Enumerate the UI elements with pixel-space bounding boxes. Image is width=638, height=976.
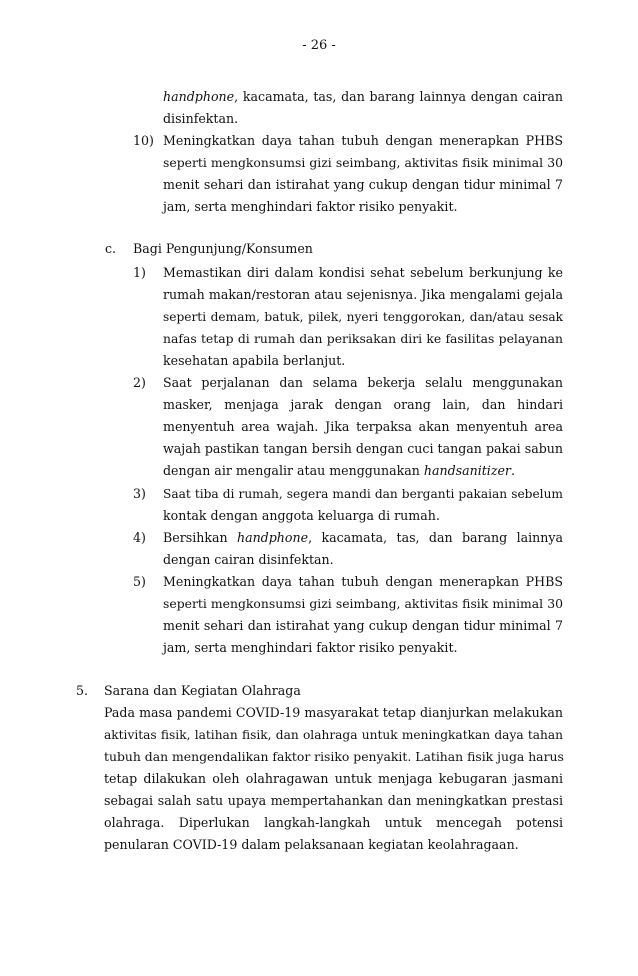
- handphone-term: handphone: [163, 89, 235, 104]
- item-4-line: Bersihkan handphone, kacamata, tas, dan barang lainnya: [163, 530, 564, 545]
- item-5-line: Meningkatkan daya tahan tubuh dengan menerapkan PHBS: [163, 574, 563, 589]
- item-1-line: seperti demam, batuk, pilek, nyeri tenggorokan, dan/atau sesak: [163, 310, 563, 324]
- section-5-line: tubuh dan mengendalikan faktor risiko penyakit. Latihan fisik juga harus: [104, 749, 564, 764]
- section-5-line: penularan COVID-19 dalam pelaksanaan kegiatan keolahragaan.: [104, 837, 519, 852]
- handphone-term: handphone: [236, 530, 309, 545]
- section-5-title: Sarana dan Kegiatan Olahraga: [104, 683, 301, 698]
- section-5-marker: 5.: [76, 683, 89, 698]
- item-1-line: rumah makan/restoran atau sejenisnya. Jika mengalami gejala: [163, 287, 563, 302]
- section-5-line: aktivitas fisik, latihan fisik, dan olahraga untuk meningkatkan daya tahan: [104, 728, 563, 742]
- item-1-line: nafas tetap di rumah dan periksakan diri ke fasilitas pelayanan: [163, 331, 563, 346]
- item-10-line: Meningkatkan daya tahan tubuh dengan menerapkan PHBS: [163, 133, 563, 148]
- item-10-line: seperti mengkonsumsi gizi seimbang, aktivitas fisik minimal 30: [163, 155, 563, 170]
- item-5-line: menit sehari dan istirahat yang cukup dengan tidur minimal 7: [163, 618, 563, 633]
- section-5-line: sebagai salah satu upaya mempertahankan dan meningkatkan prestasi: [104, 793, 563, 808]
- section-c-title: Bagi Pengunjung/Konsumen: [133, 241, 313, 256]
- item-2-line: wajah pastikan tangan bersih dengan cuci tangan pakai sabun: [163, 441, 563, 456]
- item-5-line: seperti mengkonsumsi gizi seimbang, aktivitas fisik minimal 30: [163, 596, 563, 611]
- section-5-line: olahraga. Diperlukan langkah-langkah untuk mencegah potensi: [104, 815, 563, 830]
- item-10-line: menit sehari dan istirahat yang cukup dengan tidur minimal 7: [163, 177, 563, 192]
- section-5-line: Pada masa pandemi COVID-19 masyarakat tetap dianjurkan melakukan: [104, 705, 563, 720]
- section-5-line: tetap dilakukan oleh olahragawan untuk menjaga kebugaran jasmani: [104, 771, 563, 786]
- item-3-line: kontak dengan anggota keluarga di rumah.: [163, 508, 440, 523]
- item-1-line: kesehatan apabila berlanjut.: [163, 353, 346, 368]
- item-1-line: Memastikan diri dalam kondisi sehat sebelum berkunjung ke: [163, 265, 563, 280]
- item-5-marker: 5): [133, 574, 146, 589]
- item-10-line: jam, serta menghindari faktor risiko penyakit.: [163, 199, 458, 214]
- item-10-marker: 10): [133, 133, 154, 148]
- item-2-line: dengan air mengalir atau menggunakan handsanitizer.: [163, 463, 515, 478]
- item-2-line: menyentuh area wajah. Jika terpaksa akan menyentuh area: [163, 419, 563, 434]
- item-2-line: Saat perjalanan dan selama bekerja selalu menggunakan: [163, 375, 563, 390]
- item-2-line: masker, menjaga jarak dengan orang lain, dan hindari: [163, 397, 563, 412]
- item-3-line: Saat tiba di rumah, segera mandi dan berganti pakaian sebelum: [163, 487, 563, 501]
- item-1-marker: 1): [133, 265, 146, 280]
- item-4-line: dengan cairan disinfektan.: [163, 552, 334, 567]
- continuation-line-2: disinfektan.: [163, 111, 239, 126]
- item-3-marker: 3): [133, 486, 146, 501]
- item-2-marker: 2): [133, 375, 146, 390]
- continuation-line-1: handphone, kacamata, tas, dan barang lainnya dengan cairan: [163, 89, 563, 104]
- handsanitizer-term: handsanitizer: [423, 463, 511, 478]
- item-4-marker: 4): [133, 530, 146, 545]
- page-number: - 26 -: [302, 38, 336, 53]
- item-5-line: jam, serta menghindari faktor risiko penyakit.: [163, 640, 458, 655]
- section-c-marker: c.: [105, 241, 117, 256]
